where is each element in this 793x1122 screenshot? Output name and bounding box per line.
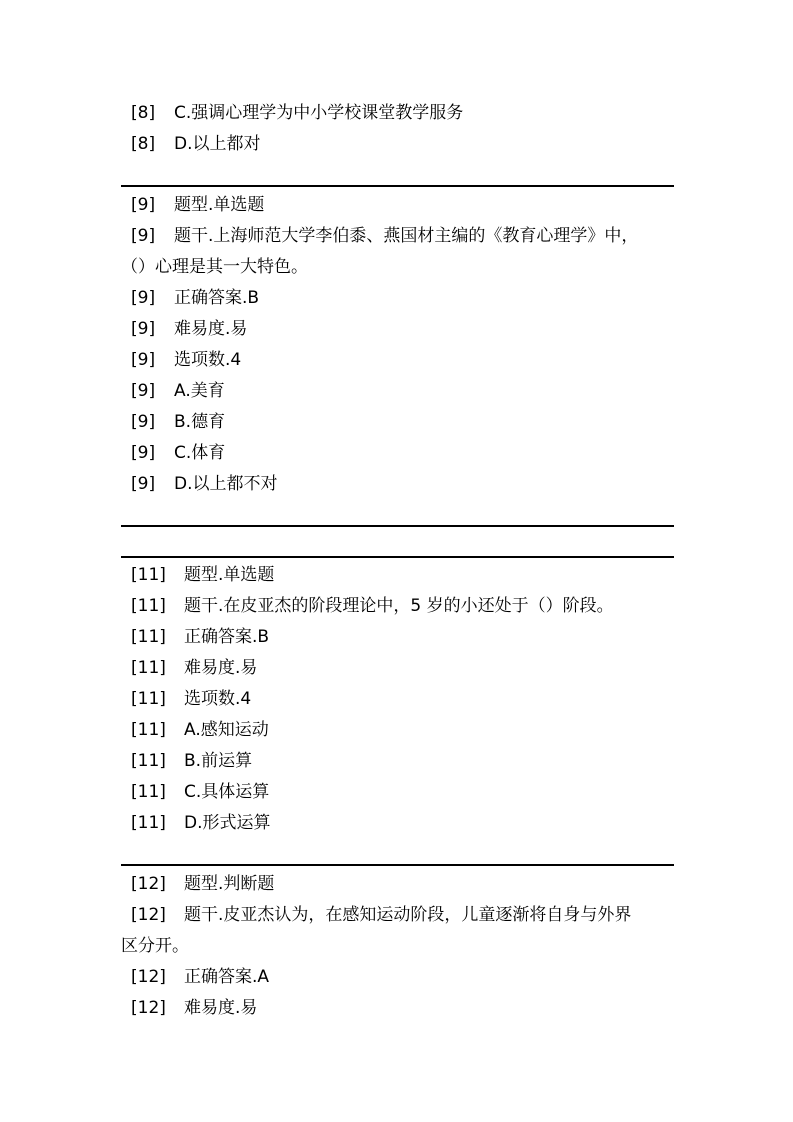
question-12-difficulty: [12] 难易度.易 [131,998,258,1018]
question-9-option-a: [9] A.美育 [131,381,225,401]
question-9-type: [9] 题型.单选题 [131,195,265,215]
question-9-answer: [9] 正确答案.B [131,288,260,308]
question-11-option-d: [11] D.形式运算 [131,813,271,833]
question-11-type: [11] 题型.单选题 [131,565,275,585]
divider [121,185,674,187]
question-9-option-c: [9] C.体育 [131,443,226,463]
divider [121,556,674,558]
question-12-stem-continued: 区分开。 [121,936,189,956]
question-11-stem: [11] 题干.在皮亚杰的阶段理论中，5 岁的小还处于（）阶段。 [131,596,614,616]
question-11-option-a: [11] A.感知运动 [131,720,269,740]
question-9-option-b: [9] B.德育 [131,412,226,432]
question-11-answer: [11] 正确答案.B [131,627,270,647]
question-11-option-b: [11] B.前运算 [131,751,253,771]
question-12-stem: [12] 题干.皮亚杰认为，在感知运动阶段，儿童逐渐将自身与外界 [131,905,632,925]
question-12-block [121,869,674,1024]
divider [121,864,674,866]
question-11-block [121,560,674,839]
question-9-option-d: [9] D.以上都不对 [131,474,278,494]
question-8-block [121,98,674,160]
divider [121,525,674,527]
question-11-difficulty: [11] 难易度.易 [131,658,258,678]
question-11-option-c: [11] C.具体运算 [131,782,270,802]
question-12-type: [12] 题型.判断题 [131,874,275,894]
question-9-option-count: [9] 选项数.4 [131,350,242,370]
question-9-stem: [9] 题干.上海师范大学李伯黍、燕国材主编的《教育心理学》中， [131,226,639,246]
question-9-difficulty: [9] 难易度.易 [131,319,248,339]
question-9-stem-continued: （）心理是其一大特色。 [121,257,308,277]
question-12-answer: [12] 正确答案.A [131,967,270,987]
question-9-block [121,190,674,500]
question-8-option-d: [8] D.以上都对 [131,134,261,154]
question-8-option-c: [8] C.强调心理学为中小学校课堂教学服务 [131,103,464,123]
question-11-option-count: [11] 选项数.4 [131,689,252,709]
